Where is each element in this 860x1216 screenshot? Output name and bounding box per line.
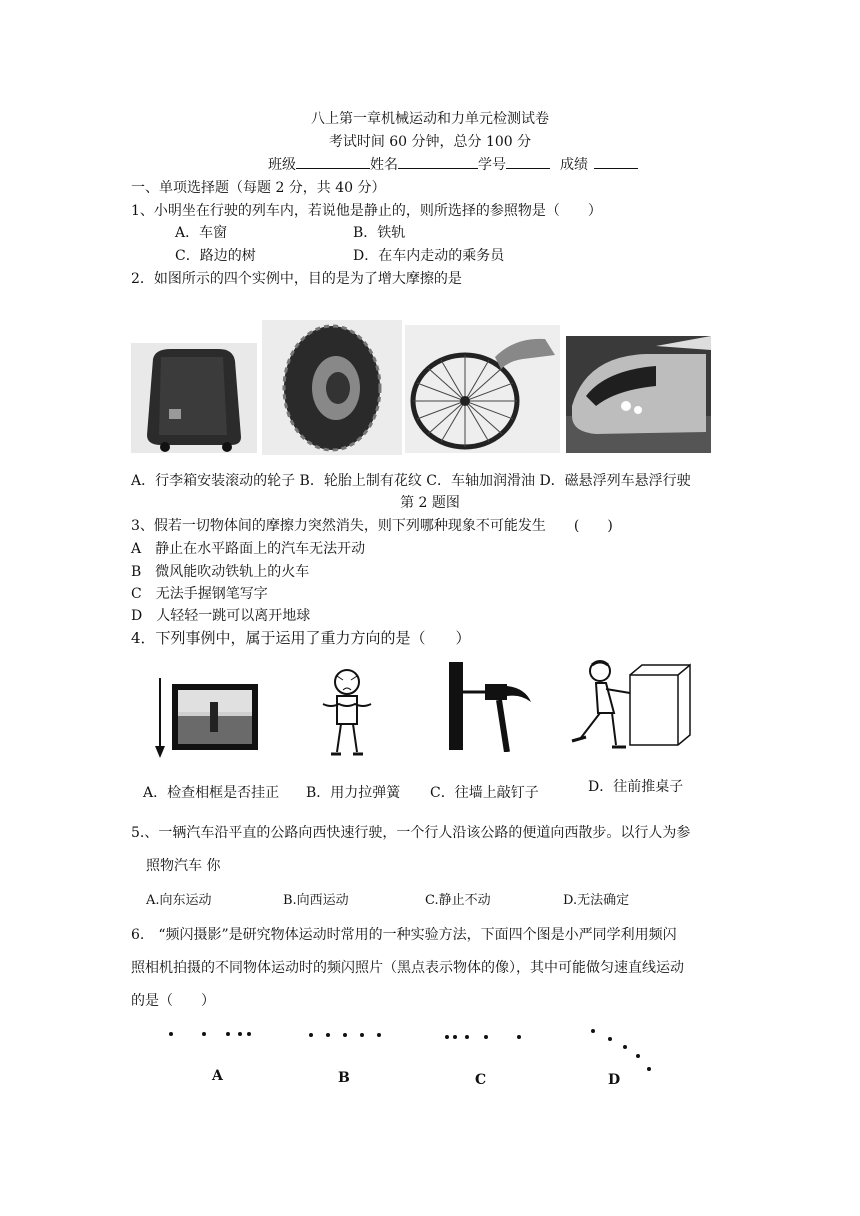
q1-option-c: C．路边的树 bbox=[175, 248, 256, 264]
q3-option-b: B 微风能吹动铁轨上的火车 bbox=[131, 564, 310, 580]
q6-stem-cont: 照相机拍摄的不同物体运动时的频闪照片（黑点表示物体的像），其中可能做匀速直线运动 bbox=[131, 960, 684, 976]
dot-b bbox=[326, 1033, 330, 1037]
dot-d bbox=[636, 1054, 640, 1058]
q6-stem-end: 的是（ ） bbox=[131, 993, 215, 1009]
dot-d bbox=[647, 1067, 651, 1071]
q1-option-a: A．车窗 bbox=[175, 225, 228, 241]
dot-c bbox=[484, 1035, 488, 1039]
bicycle-wheel-image bbox=[405, 325, 560, 453]
q3-option-a: A 静止在水平路面上的汽车无法开动 bbox=[131, 541, 366, 557]
q4-option-c: C．往墙上敲钉子 bbox=[430, 785, 539, 801]
id-blank[interactable] bbox=[506, 154, 550, 169]
dot-c bbox=[453, 1035, 457, 1039]
dot-b bbox=[360, 1033, 364, 1037]
q6-label-c: C bbox=[475, 1072, 487, 1088]
q1-stem: 1、小明坐在行驶的列车内，若说他是静止的，则所选择的参照物是（ ） bbox=[131, 203, 602, 219]
dot-d bbox=[623, 1045, 627, 1049]
exam-subtitle: 考试时间 60 分钟，总分 100 分 bbox=[328, 134, 532, 150]
q6-label-a: A bbox=[212, 1068, 223, 1084]
q4-option-d: D．往前推桌子 bbox=[588, 779, 684, 795]
hammer-nail-image bbox=[445, 662, 533, 752]
q1-option-d: D．在车内走动的乘务员 bbox=[353, 248, 505, 264]
q4-option-a: A．检查相框是否挂正 bbox=[143, 785, 280, 801]
q1-option-b: B．铁轨 bbox=[353, 225, 406, 241]
q3-stem: 3、假若一切物体间的摩擦力突然消失，则下列哪种现象不可能发生 ( ) bbox=[131, 518, 613, 534]
q6-label-d: D bbox=[608, 1072, 621, 1088]
score-blank[interactable] bbox=[594, 154, 638, 169]
dot-b bbox=[377, 1033, 381, 1037]
class-blank[interactable] bbox=[296, 154, 370, 169]
q6-label-b: B bbox=[338, 1070, 350, 1086]
strobe-dots-figure bbox=[160, 1025, 660, 1080]
section-heading: 一、单项选择题（每题 2 分，共 40 分） bbox=[131, 180, 386, 196]
dot-a bbox=[238, 1032, 242, 1036]
push-table-image bbox=[570, 657, 695, 753]
q5-option-a: A.向东运动 bbox=[146, 893, 212, 908]
q3-option-c: C 无法手握钢笔写字 bbox=[131, 586, 268, 602]
dot-b bbox=[343, 1033, 347, 1037]
exam-title: 八上第一章机械运动和力单元检测试卷 bbox=[311, 111, 549, 127]
dot-a bbox=[169, 1032, 173, 1036]
name-label: 姓名 bbox=[370, 157, 398, 173]
class-label: 班级 bbox=[268, 157, 296, 173]
maglev-train-image bbox=[566, 336, 711, 453]
q5-option-d: D.无法确定 bbox=[563, 893, 630, 908]
dot-c bbox=[517, 1035, 521, 1039]
tire-image bbox=[262, 320, 402, 455]
dot-a bbox=[247, 1032, 251, 1036]
q3-option-d: D 人轻轻一跳可以离开地球 bbox=[131, 608, 311, 624]
dot-d bbox=[591, 1029, 595, 1033]
q2-options: A．行李箱安装滚动的轮子 B．轮胎上制有花纹 C．车轴加润滑油 D．磁悬浮列车悬浮行驶 bbox=[131, 473, 691, 489]
dot-d bbox=[608, 1037, 612, 1041]
pull-spring-image bbox=[315, 664, 380, 764]
q4-stem: 4．下列事例中，属于运用了重力方向的是（ ） bbox=[131, 629, 471, 647]
q5-stem: 5.、一辆汽车沿平直的公路向西快速行驶，一个行人沿该公路的便道向西散步。以行人为参 bbox=[131, 825, 691, 841]
dot-c bbox=[465, 1035, 469, 1039]
dot-b bbox=[309, 1033, 313, 1037]
q6-stem: 6. “频闪摄影”是研究物体运动时常用的一种实验方法，下面四个图是小严同学利用频闪 bbox=[131, 927, 677, 943]
score-label: 成绩 bbox=[560, 157, 588, 173]
dot-c bbox=[445, 1035, 449, 1039]
id-label: 学号 bbox=[478, 157, 506, 173]
student-info-line bbox=[268, 154, 638, 174]
suitcase-image bbox=[131, 343, 257, 453]
q2-caption: 第 2 题图 bbox=[400, 495, 460, 511]
q4-option-b: B．用力拉弹簧 bbox=[306, 785, 401, 801]
dot-a bbox=[226, 1032, 230, 1036]
q5-stem-cont: 照物汽车 你 bbox=[146, 858, 221, 874]
name-blank[interactable] bbox=[398, 154, 478, 169]
picture-frame-plumb-image bbox=[150, 676, 262, 766]
dot-a bbox=[202, 1032, 206, 1036]
q5-option-b: B.向西运动 bbox=[283, 893, 349, 908]
q5-option-c: C.静止不动 bbox=[425, 893, 491, 908]
q2-stem: 2．如图所示的四个实例中，目的是为了增大摩擦的是 bbox=[131, 271, 462, 287]
